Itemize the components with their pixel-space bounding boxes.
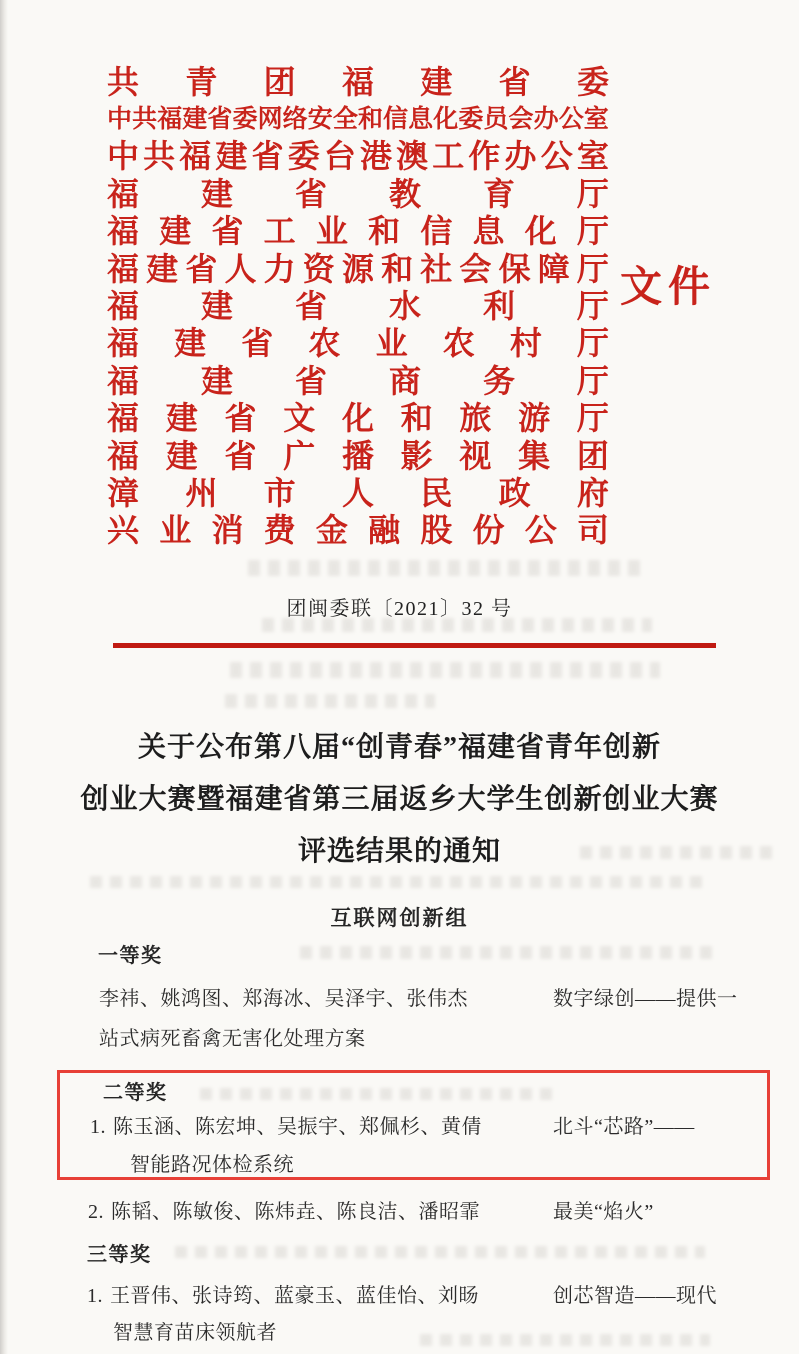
ink-bleed-smudge [420,1334,710,1346]
project-name-continuation: 智慧育苗床领航者 [113,1322,277,1344]
letterhead-org-list [107,63,609,549]
org-line: 中 共 福 建 省 委 网 络 安 全 和 信 息 化 委 员 会 办 公 室 [107,105,609,133]
project-name: 北斗“芯路”—— [553,1116,695,1138]
project-name-continuation: 站式病死畜禽无害化处理方案 [99,1028,366,1050]
group-title: 互联网创新组 [330,907,469,930]
org-line: 福 建 省 文 化 和 旅 游 厅 [107,400,609,437]
ink-bleed-smudge [200,1088,560,1100]
org-line: 福 建 省 人 力 资 源 和 社 会 保 障 厅 [107,250,609,287]
ink-bleed-smudge [300,946,720,959]
org-line: 福 建 省 水 利 厅 [107,288,609,325]
org-line: 福 建 省 农 业 农 村 厅 [107,325,609,362]
winner-entry [90,1114,482,1140]
title-line-3: 评选结果的通知 [297,836,501,867]
org-line: 福 建 省 广 播 影 视 集 团 [107,437,609,474]
org-line: 共 青 团 福 建 省 委 [107,63,609,100]
document-title [0,722,799,878]
third-prize-label: 三等奖 [87,1244,152,1266]
scan-edge-shadow [0,0,8,1354]
title-line-2: 创业大赛暨福建省第三届返乡大学生创新创业大赛 [80,784,719,815]
org-line: 福 建 省 商 务 厅 [107,362,609,399]
winner-team-names: 李祎、姚鸿图、郑海冰、吴泽宇、张伟杰 [99,988,468,1010]
project-name-continuation: 智能路况体检系统 [130,1154,294,1176]
org-line: 福 建 省 工 业 和 信 息 化 厅 [107,213,609,250]
winner-entry [88,1199,480,1225]
org-line: 兴 业 消 费 金 融 股 份 公 司 [107,512,609,549]
ink-bleed-smudge [248,560,648,576]
entry-number: 2. [88,1201,104,1223]
project-name: 创芯智造——现代 [553,1285,717,1307]
ink-bleed-smudge [225,694,435,708]
second-prize-label: 二等奖 [103,1082,168,1104]
ink-bleed-smudge [230,662,660,678]
first-prize-label: 一等奖 [98,945,163,967]
winner-team-names: 陈玉涵、陈宏坤、吴振宇、郑佩杉、黄倩 [113,1116,482,1138]
document-label: 文件 [620,265,717,311]
red-divider-line [113,643,716,648]
project-name: 数字绿创——提供一 [553,988,738,1010]
winner-team-names: 陈韬、陈敏俊、陈炜垚、陈良洁、潘昭霏 [111,1201,480,1223]
winner-entry [87,1283,479,1309]
ink-bleed-smudge [175,1246,705,1258]
org-line: 漳 州 市 人 民 政 府 [107,474,609,511]
entry-number: 1. [87,1285,103,1307]
org-line: 福 建 省 教 育 厅 [107,175,609,212]
document-number: 团闽委联〔2021〕32 号 [286,598,513,620]
org-line: 中 共 福 建 省 委 台 港 澳 工 作 办 公 室 [107,138,609,175]
title-line-1: 关于公布第八届“创青春”福建省青年创新 [137,732,661,763]
winner-team-names: 王晋伟、张诗筠、蓝豪玉、蓝佳怡、刘旸 [110,1285,479,1307]
project-name: 最美“焰火” [553,1201,654,1223]
entry-number: 1. [90,1116,106,1138]
